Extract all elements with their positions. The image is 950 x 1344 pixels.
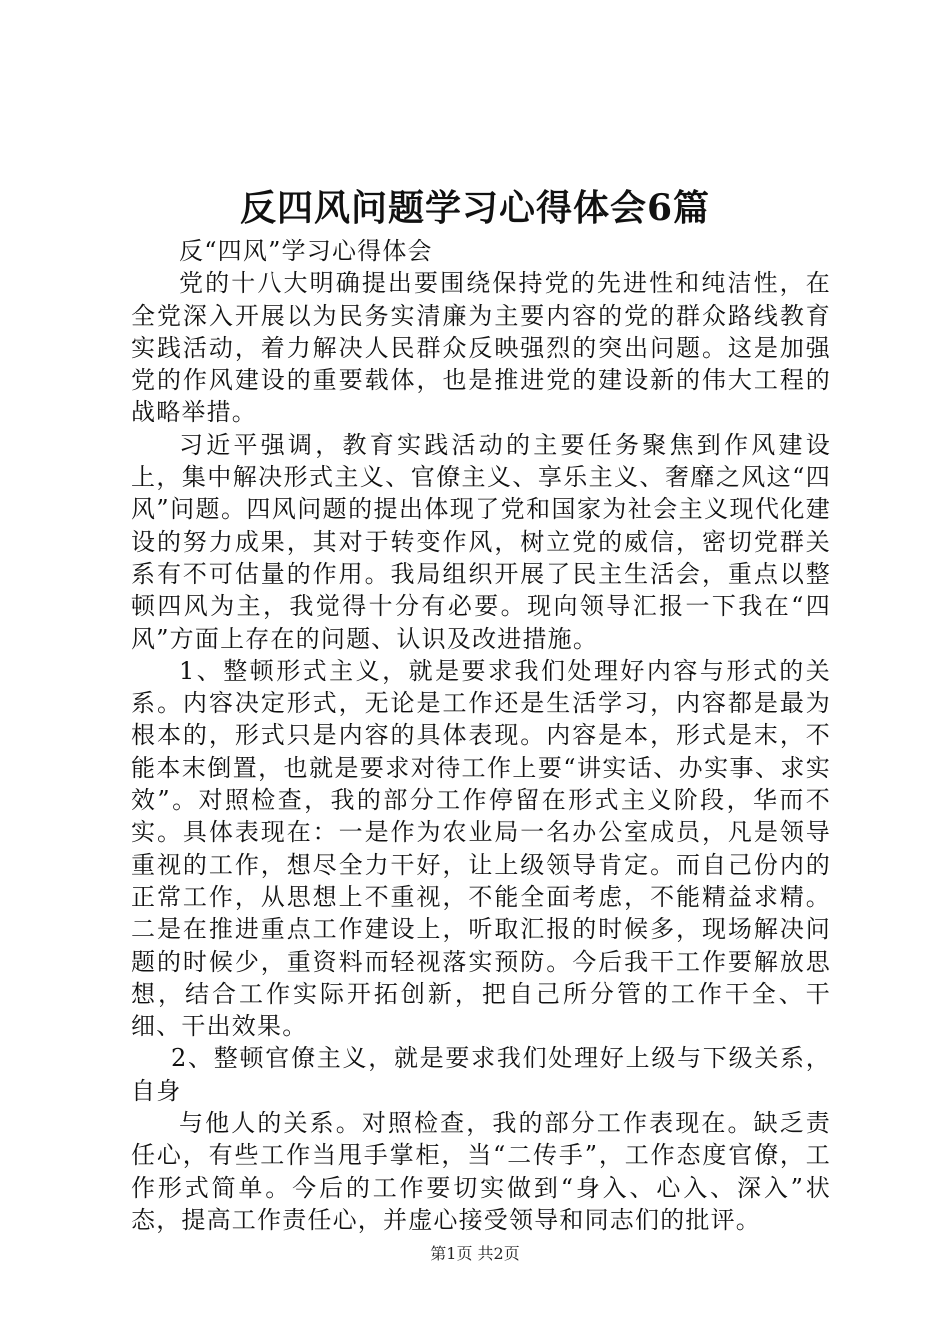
paragraph: 与他人的关系。对照检查，我的部分工作表现在。缺乏责任心，有些工作当甩手掌柜，当“二传手”，工作态度官僚，工作形式简单。今后的工作要切实做到“身入、心入、深入”状态，提高工作责任心，并虚心接受领导和同志们的批评。: [131, 1109, 831, 1234]
paragraph: 2、整顿官僚主义，就是要求我们处理好上级与下级关系，自身: [131, 1044, 831, 1105]
paragraph: 1、整顿形式主义，就是要求我们处理好内容与形式的关系。内容决定形式，无论是工作还是生活学习，内容都是最为根本的，形式只是内容的具体表现。内容是本，形式是末，不能本末倒置，也就是要求对待工作上要“讲实话、办实事、求实效”。对照检查，我的部分工作停留在形式主义阶段，华而不实。具体表现在：一是作为农业局一名办公室成员，凡是领导重视的工作，想尽全力干好，让上级领导肯定。而自己份内的正常工作，从思想上不重视，不能全面考虑，不能精益求精。二是在推进重点工作建设上，听取汇报的时候多，现场解决问题的时候少，重资料而轻视落实预防。今后我干工作要解放思想，结合工作实际开拓创新，把自己所分管的工作干全、干细、干出效果。: [131, 656, 831, 1041]
document-title: 反四风问题学习心得体会6篇: [239, 187, 711, 229]
section-heading: 反“四风”学习心得体会: [179, 237, 433, 265]
page-footer: 第1页 共2页: [430, 1244, 520, 1263]
document-body: [131, 235, 831, 1236]
paragraph: 党的十八大明确提出要围绕保持党的先进性和纯洁性，在全党深入开展以为民务实清廉为主要内容的党的群众路线教育实践活动，着力解决人民群众反映强烈的突出问题。这是加强党的作风建设的重要载体，也是推进党的建设新的伟大工程的战略举措。: [131, 269, 831, 427]
paragraph: 习近平强调，教育实践活动的主要任务聚焦到作风建设上，集中解决形式主义、官僚主义、享乐主义、奢靡之风这“四风”问题。四风问题的提出体现了党和国家为社会主义现代化建设的努力成果，其对于转变作风，树立党的威信，密切党群关系有不可估量的作用。我局组织开展了民主生活会，重点以整顿四风为主，我觉得十分有必要。现向领导汇报一下我在“四风”方面上存在的问题、认识及改进措施。: [131, 430, 831, 653]
